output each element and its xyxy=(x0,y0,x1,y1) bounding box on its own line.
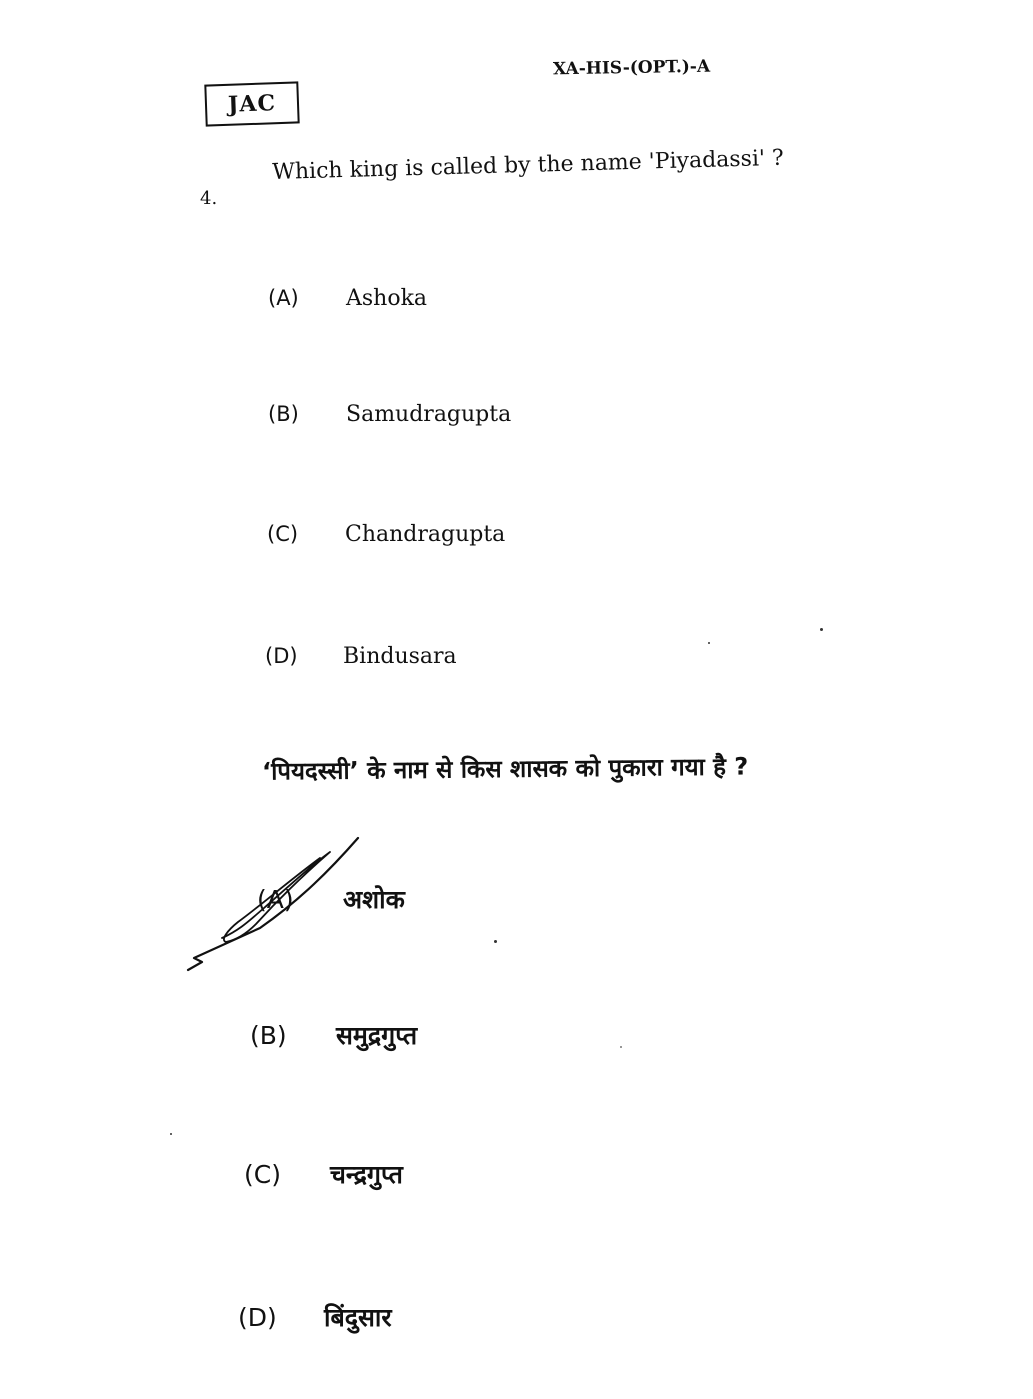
question-text-hindi: ‘पियदस्सी’ के नाम से किस शासक को पुकारा गया है ? xyxy=(261,752,749,786)
option-label: (B) xyxy=(250,1021,287,1050)
answer-tick-mark-icon xyxy=(180,830,380,990)
option-text: अशोक xyxy=(343,885,405,914)
option-label: (A) xyxy=(268,286,299,310)
option-a-english xyxy=(268,286,427,311)
option-text: Samudragupta xyxy=(346,402,512,427)
option-text: Ashoka xyxy=(346,286,428,311)
option-d-hindi xyxy=(238,1300,392,1334)
option-label: (B) xyxy=(268,402,299,426)
paper-code: XA-HIS-(OPT.)-A xyxy=(552,56,711,80)
option-label: (A) xyxy=(257,885,294,914)
scan-speck xyxy=(170,1133,172,1135)
board-badge xyxy=(204,81,299,126)
option-text: समुद्रगुप्त xyxy=(336,1021,418,1050)
option-d-english xyxy=(265,644,457,669)
option-label: (D) xyxy=(265,644,298,668)
scan-speck xyxy=(820,628,823,631)
option-c-hindi xyxy=(244,1157,403,1191)
option-text: Bindusara xyxy=(343,644,457,669)
question-number: 4. xyxy=(200,188,218,209)
option-b-hindi xyxy=(250,1018,417,1052)
question-text-english: Which king is called by the name 'Piyadassi' ? xyxy=(272,145,785,185)
scan-speck xyxy=(620,1046,622,1048)
option-c-english xyxy=(267,522,505,547)
option-text: Chandragupta xyxy=(345,522,506,547)
option-b-english xyxy=(268,402,511,427)
board-badge-text: JAC xyxy=(227,90,277,118)
option-label: (C) xyxy=(267,522,299,546)
option-label: (D) xyxy=(238,1303,277,1332)
option-text: चन्द्रगुप्त xyxy=(330,1160,403,1189)
scan-speck xyxy=(494,940,497,943)
option-label: (C) xyxy=(244,1160,281,1189)
option-text: बिंदुसार xyxy=(324,1303,392,1332)
scan-speck xyxy=(708,642,710,644)
